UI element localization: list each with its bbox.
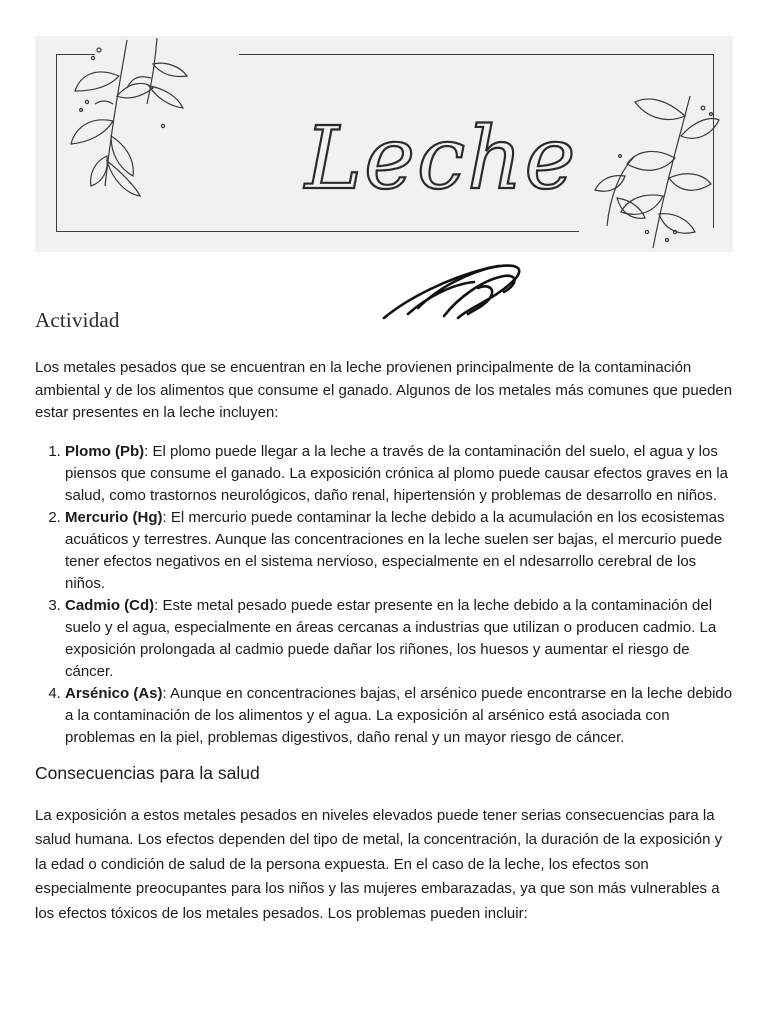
main-content [35, 308, 735, 926]
list-item-mercurio [65, 507, 735, 595]
metal-description: : Aunque en concentraciones bajas, el arsénico puede encontrarse en la leche debido a la contaminación de los alimentos y el agua. La exposición al arsénico está asociada con problemas en la piel, problemas digestivos, daño renal y un mayor riesgo de cáncer. [65, 684, 733, 746]
metal-description: : El plomo puede llegar a la leche a través de la contaminación del suelo, el agua y los piensos que consume el ganado. La exposición crónica al plomo puede causar efectos graves en la salud, como trastornos neurológicos, daño renal, hipertensión y problemas de desarrollo en niños. [65, 442, 728, 504]
subheading: Consecuencias para la salud [35, 762, 260, 783]
metal-name: Cadmio (Cd) [65, 596, 155, 614]
svg-text:Leche: Leche [305, 109, 578, 209]
metal-name: Plomo (Pb) [65, 442, 145, 460]
title-banner [35, 36, 733, 252]
metal-name: Arsénico (As) [65, 684, 163, 702]
metal-name: Mercurio (Hg) [65, 508, 163, 526]
consequences-paragraph: La exposición a estos metales pesados en niveles elevados puede tener serias consecuencias para la salud humana. Los efectos dependen del tipo de metal, la concentración, la duración de la exposición y la edad o condición de salud de la persona expuesta. En el caso de la leche, los efectos son especialmente preocupantes para los niños y las mujeres embarazadas, ya que son más vulnerables a los efectos tóxicos de los metales pesados. Los problemas pueden incluir: [35, 806, 723, 922]
list-item-cadmio [65, 595, 735, 683]
metal-description: : El mercurio puede contaminar la leche debido a la acumulación en los ecosistemas acuáticos y terrestres. Aunque las concentraciones en la leche suelen ser bajas, el mercurio puede tener efectos negativos en el sistema nervioso, especialmente en el ndesarrollo cerebral de los niños. [65, 508, 725, 592]
metal-description: : Este metal pesado puede estar presente en la leche debido a la contaminación del suelo y el agua, especialmente en áreas cercanas a industrias que utilizan o producen cadmio. La exposición prolongada al cadmio puede dañar los riñones, los huesos y aumentar el riesgo de cáncer. [65, 596, 717, 680]
section-heading: Actividad [35, 308, 120, 332]
intro-paragraph: Los metales pesados que se encuentran en la leche provienen principalmente de la contaminación ambiental y de los alimentos que consume el ganado. Algunos de los metales más comunes que pueden estar presentes en la leche incluyen: [35, 359, 733, 421]
list-item-plomo [65, 441, 735, 507]
metals-list [35, 441, 735, 749]
banner-title [35, 36, 733, 252]
list-item-arsenico [65, 683, 735, 749]
